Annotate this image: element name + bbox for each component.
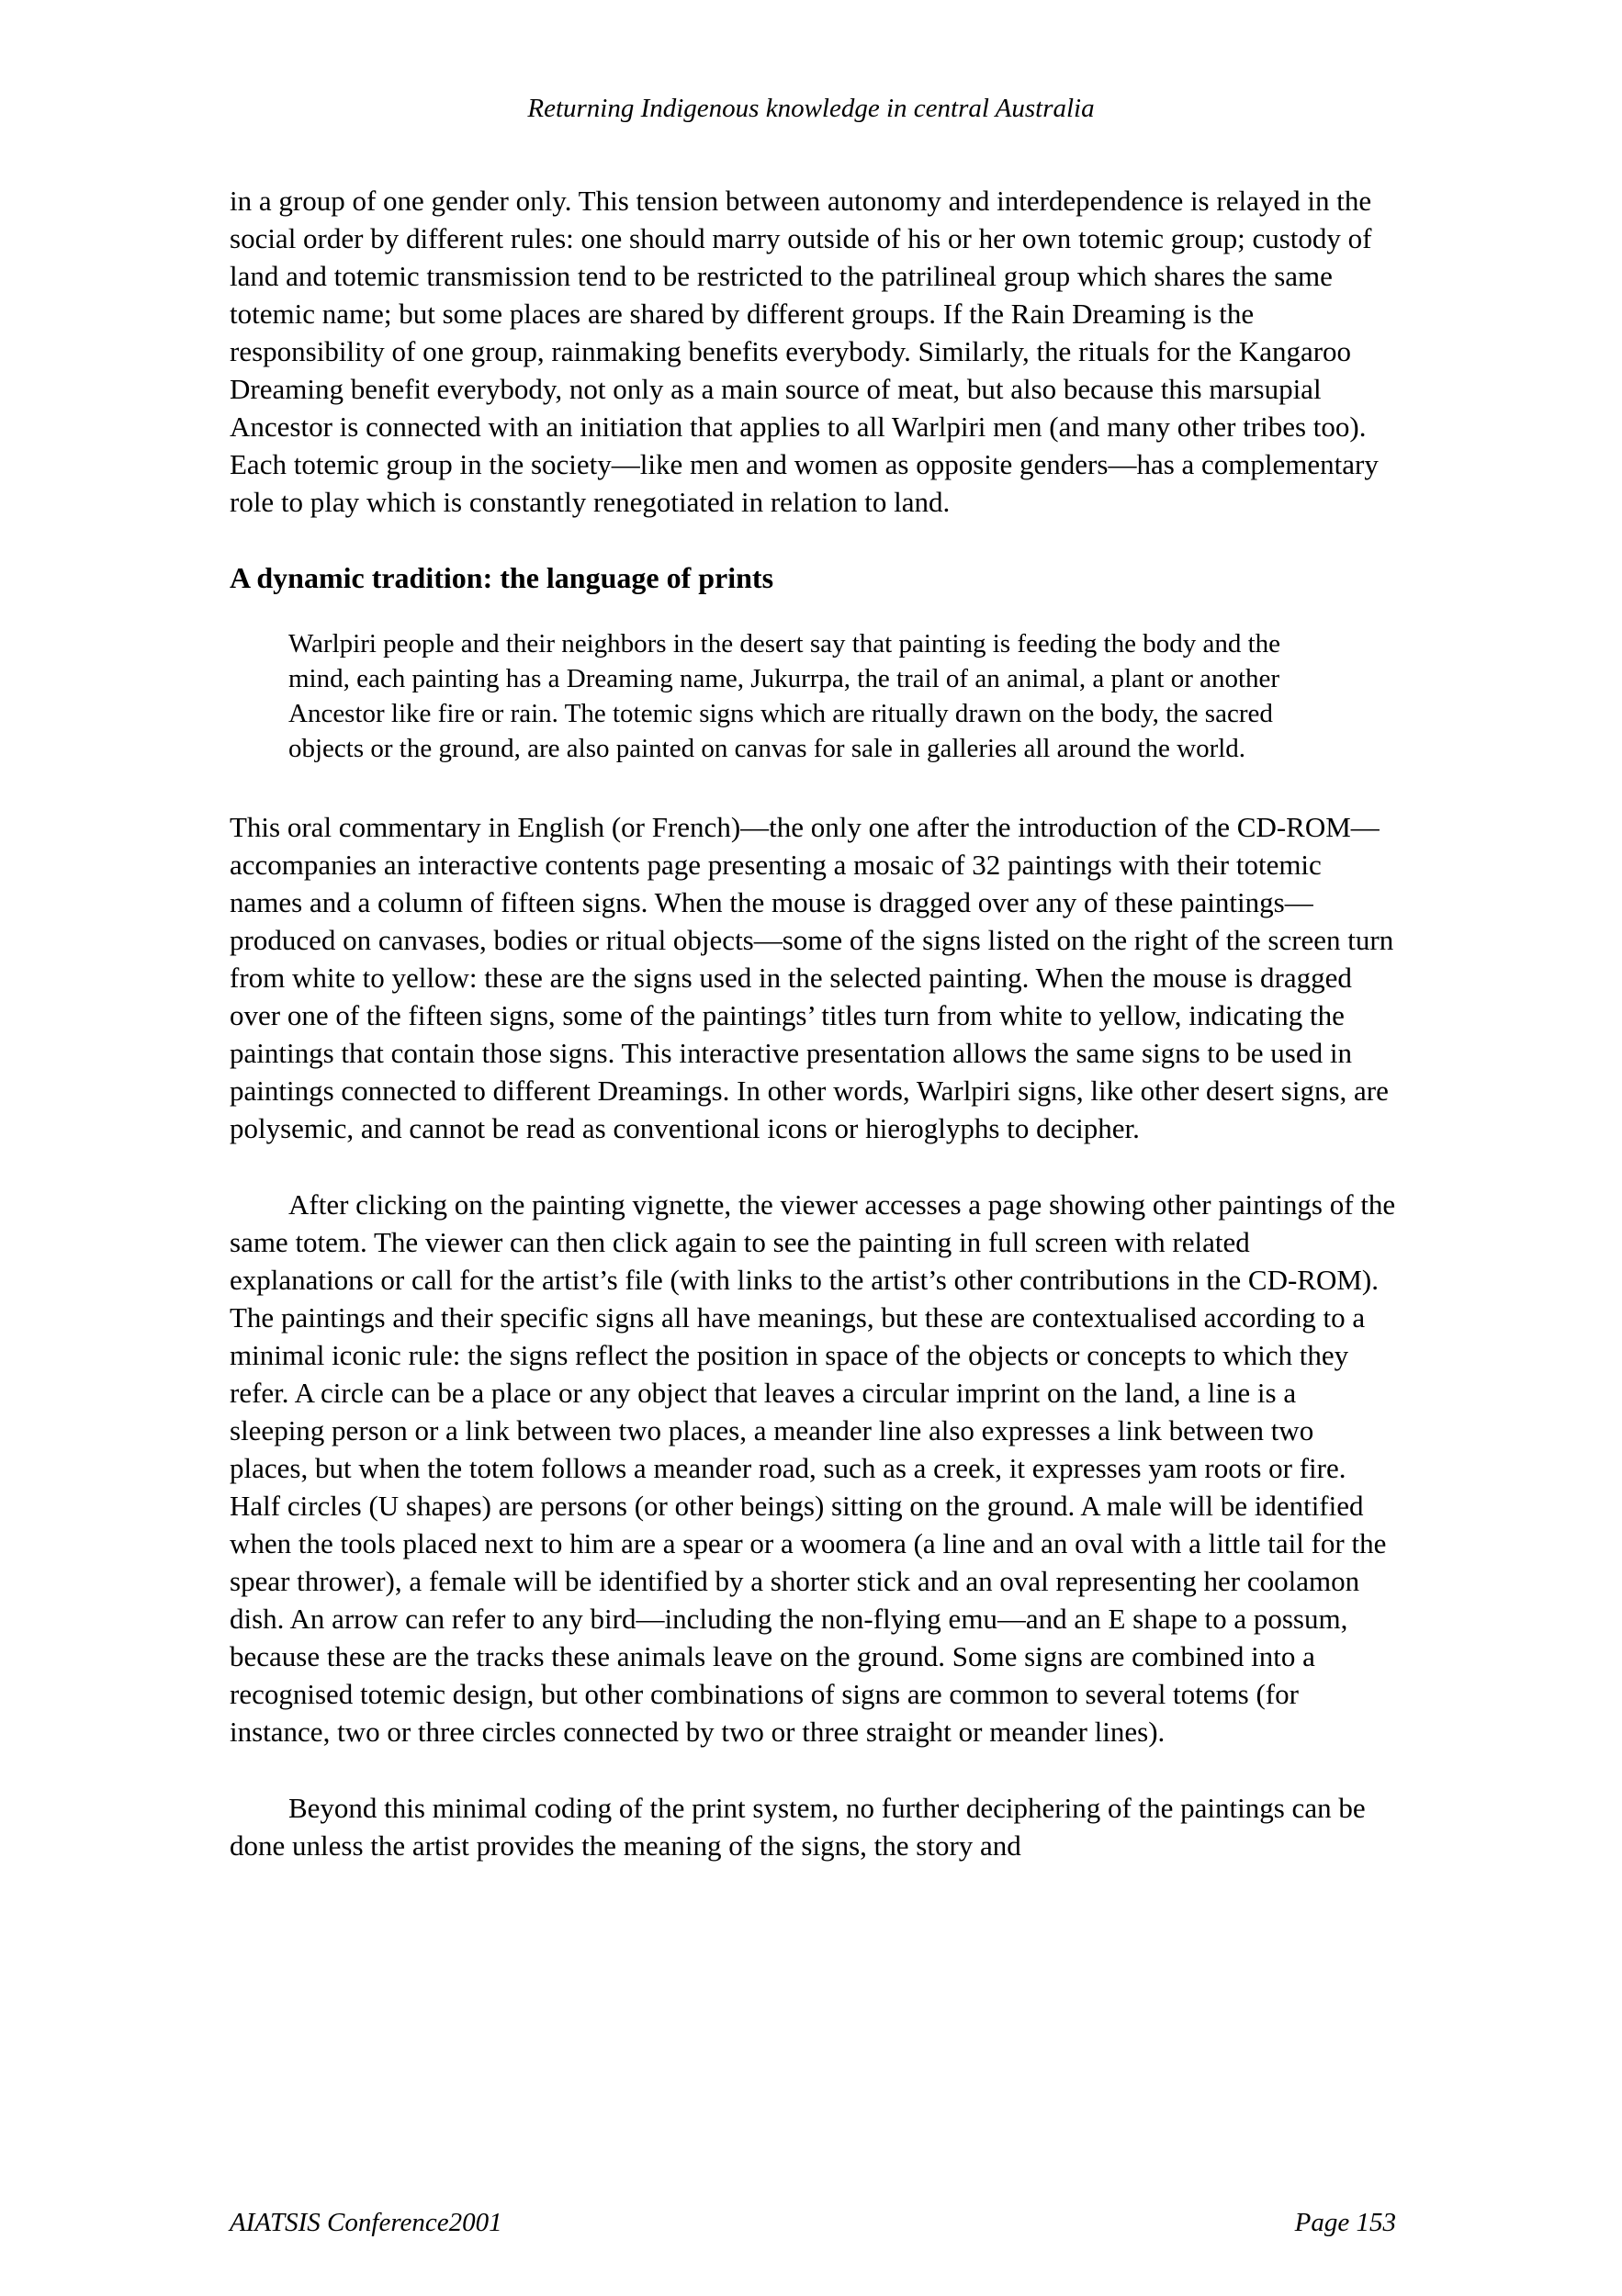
paragraph: After clicking on the painting vignette, the viewer accesses a page showing other paintings of the same totem. The viewer can then click again to see the painting in full screen with related explanations or call for the artist’s file (with links to the artist’s other contributions in the CD-ROM). The paintings and their specific signs all have meanings, but these are contextualised according to a minimal iconic rule: the signs reflect the position in space of the objects or concepts to which they refer. A circle can be a place or any object that leaves a circular imprint on the land, a line is a sleeping person or a link between two places, a meander line also expresses a link between two places, but when the totem follows a meander road, such as a creek, it expresses yam roots or fire. Half circles (U shapes) are persons (or other beings) sitting on the ground. A male will be identified when the tools placed next to him are a spear or a woomera (a line and an oval with a little tail for the spear thrower), a female will be identified by a shorter stick and an oval representing her coolamon dish. An arrow can refer to any bird—including the non-flying emu—and an E shape to a possum, because these are the tracks these animals leave on the ground. Some signs are combined into a recognised totemic design, but other combinations of signs are common to several totems (for instance, two or three circles connected by two or three straight or meander lines). — [230, 1188, 1396, 1748]
footer-conference-label: AIATSIS Conference2001 — [230, 2208, 502, 2237]
running-header: Returning Indigenous knowledge in central Australia — [527, 94, 1095, 123]
section-heading: A dynamic tradition: the language of prints — [230, 561, 774, 594]
page-footer — [230, 2206, 1396, 2239]
paragraph: This oral commentary in English (or French)—the only one after the introduction of the CD-ROM—accompanies an interactive contents page presenting a mosaic of 32 paintings with their totemic names and a column of fifteen signs. When the mouse is dragged over any of these paintings—produced on canvases, bodies or ritual objects—some of the signs listed on the right of the screen turn from white to yellow: these are the signs used in the selected painting. When the mouse is dragged over one of the fifteen signs, some of the paintings’ titles turn from white to yellow, indicating the paintings that contain those signs. This interactive presentation allows the same signs to be used in paintings connected to different Dreamings. In other words, Warlpiri signs, like other desert signs, are polysemic, and cannot be read as conventional icons or hieroglyphs to decipher. — [230, 811, 1394, 1144]
paragraph: in a group of one gender only. This tension between autonomy and interdependence is relayed in the social order by different rules: one should marry outside of his or her own totemic group; custody of land and totemic transmission tend to be restricted to the patrilineal group which shares the same totemic name; but some places are shared by different groups. If the Rain Dreaming is the responsibility of one group, rainmaking benefits everybody. Similarly, the rituals for the Kangaroo Dreaming benefit everybody, not only as a main source of meat, but also because this marsupial Ancestor is connected with an initiation that applies to all Warlpiri men (and many other tribes too). Each totemic group in the society—like men and women as opposite genders—has a complementary role to play which is constantly renegotiated in relation to land. — [230, 185, 1379, 518]
footer-page-number: Page 153 — [1294, 2208, 1396, 2237]
block-quote: Warlpiri people and their neighbors in the desert say that painting is feeding the body and the mind, each painting has a Dreaming name, Jukurrpa, the trail of an animal, a plant or another Ancestor like fire or rain. The totemic signs which are ritually drawn on the body, the sacred objects or the ground, are also painted on canvas for sale in galleries all around the world. — [288, 629, 1281, 763]
page-body — [230, 182, 1396, 1903]
paragraph: Beyond this minimal coding of the print system, no further deciphering of the paintings can be done unless the artist provides the meaning of the signs, the story and — [230, 1792, 1366, 1862]
